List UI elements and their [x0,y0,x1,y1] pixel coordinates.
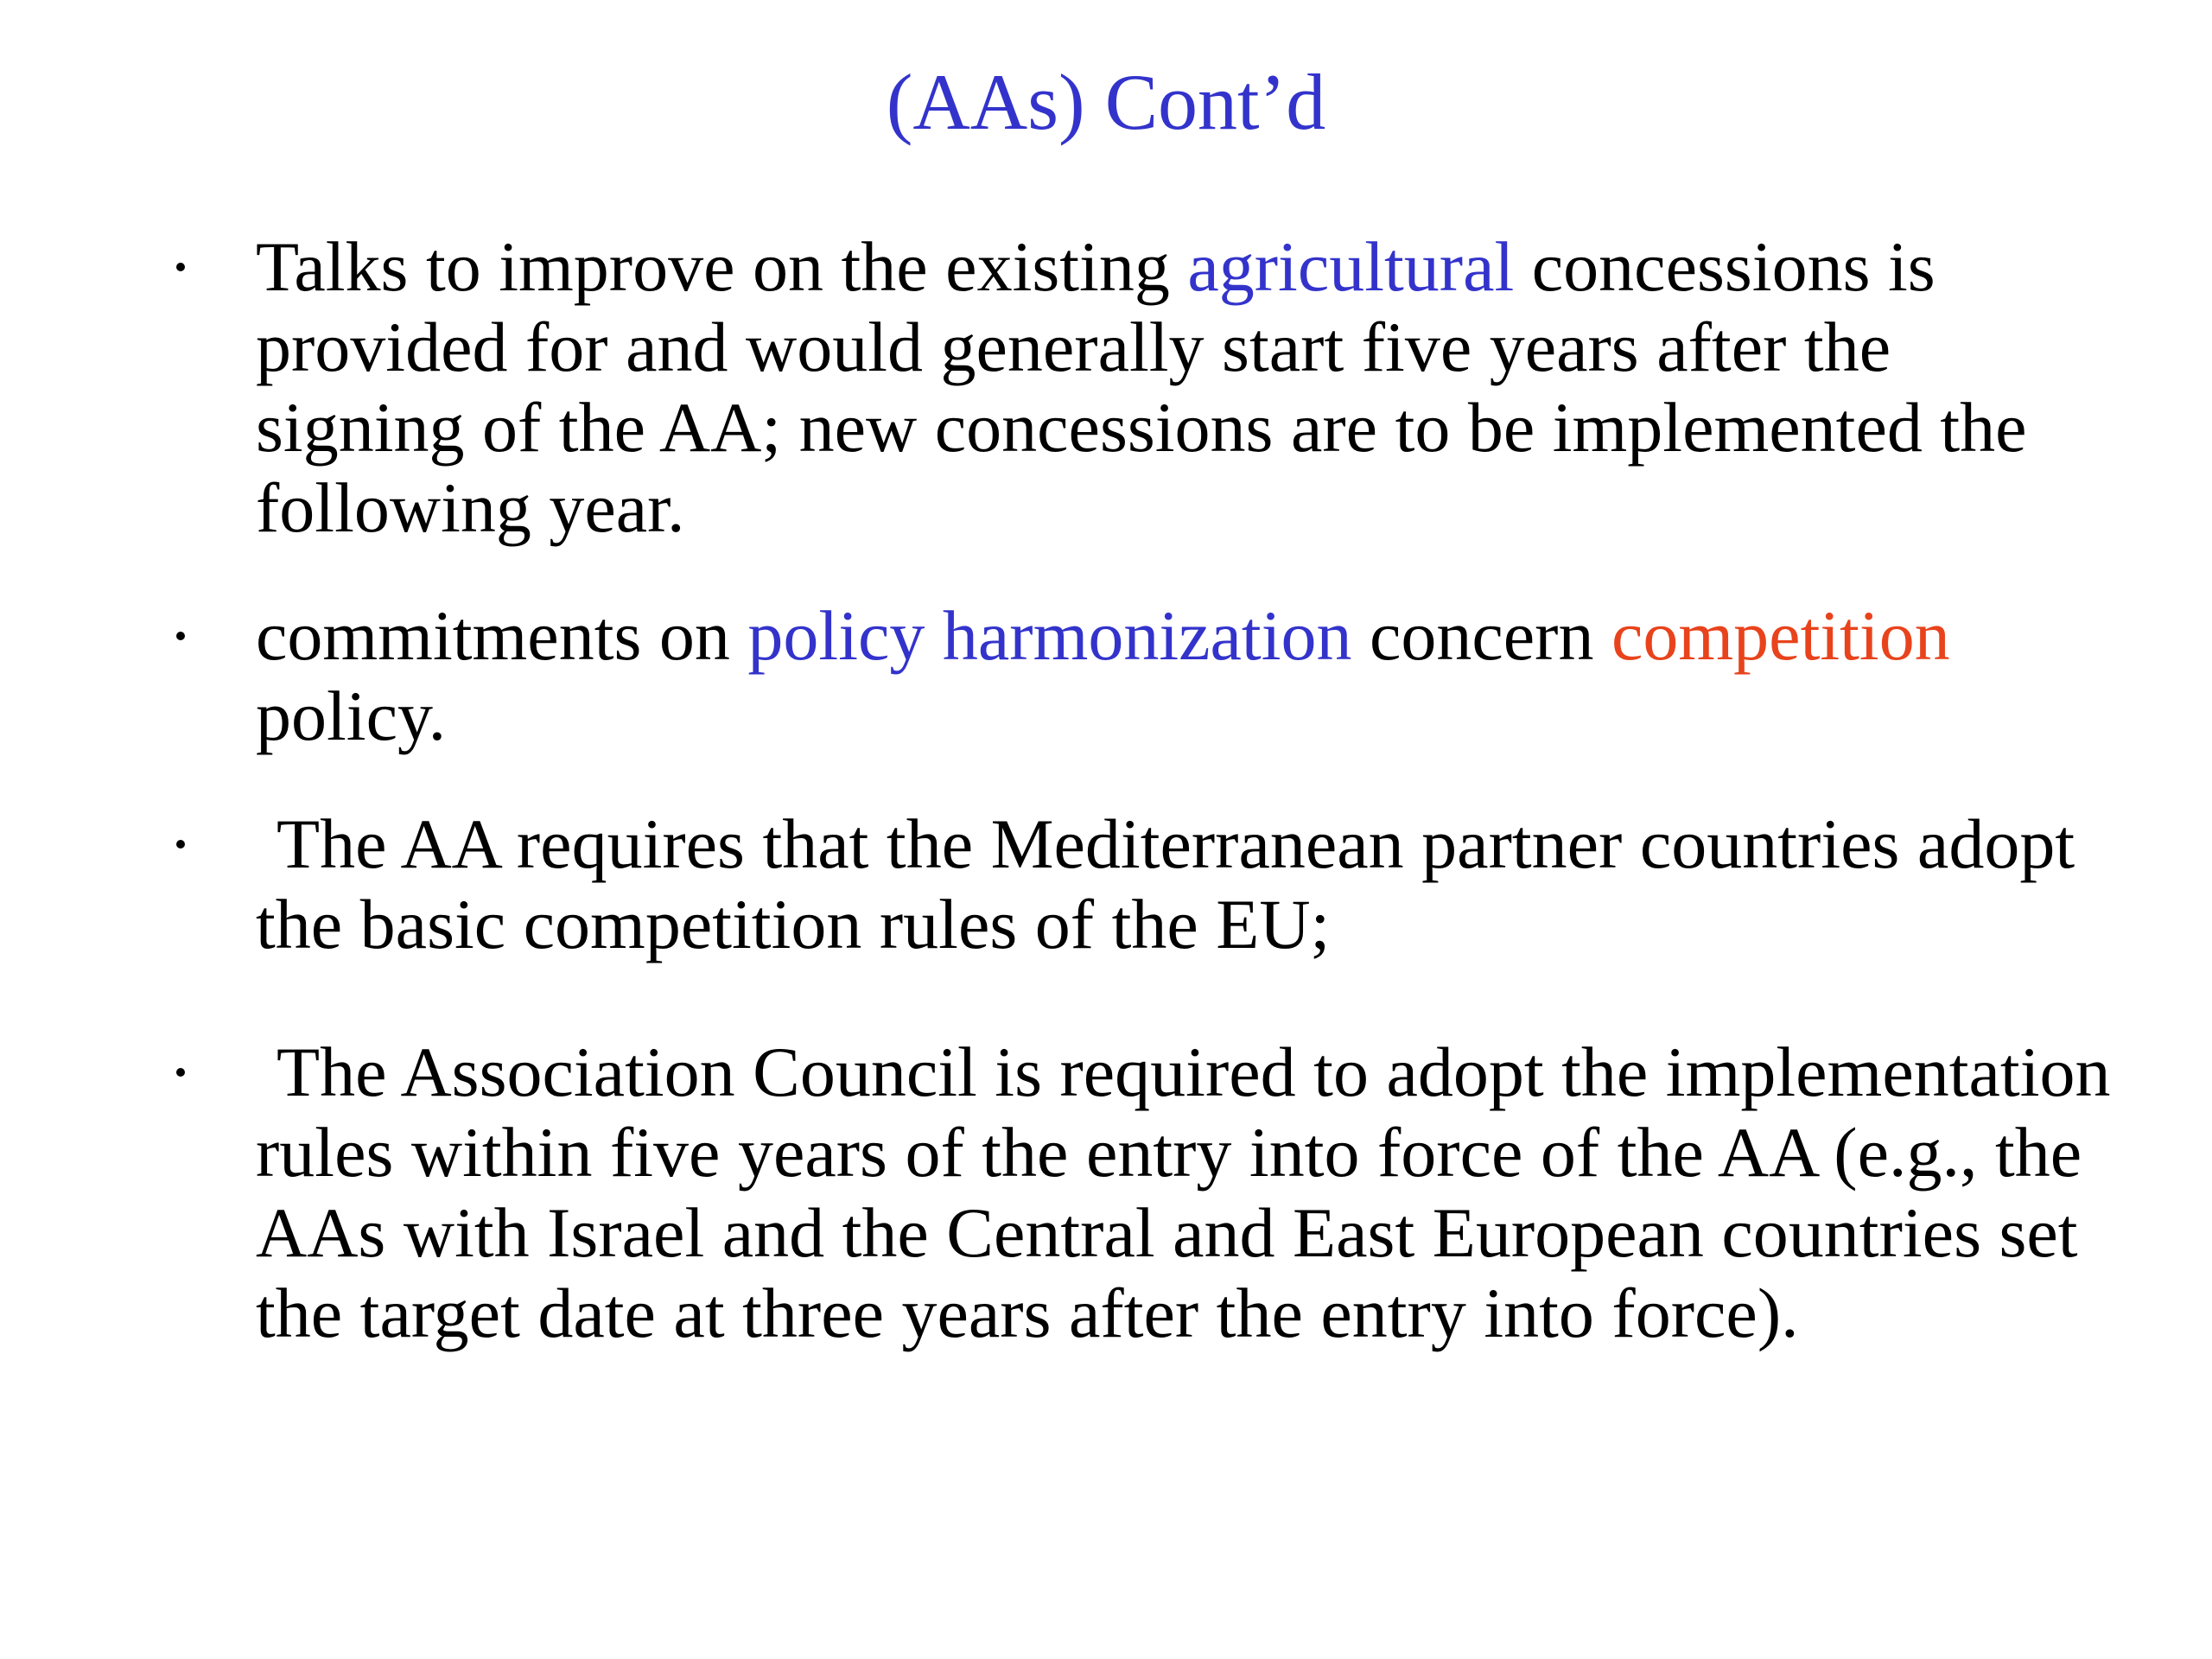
bullet-item-agricultural [164,226,2117,548]
bullet-dot-icon [176,1068,185,1077]
bullet-text: Talks to improve on the existing [256,227,1188,306]
bullet-dot-icon [176,840,185,849]
bullet-text: concern [1351,596,1611,675]
bullet-text: The AA requires that the Mediterranean partner countries adopt the basic competition rules of the EU; [256,804,2075,963]
bullet-dot-icon [176,632,185,640]
highlight-agricultural: agricultural [1187,227,1515,306]
highlight-policy-harmonization: policy harmonization [747,596,1352,675]
bullet-text: concessions is provided for and would generally start five years after the signing of the AA; new concessions are to be implemented the following year. [256,227,2027,547]
bullet-dot-icon [176,263,185,271]
slide-title: (AAs) Cont’d [886,58,1326,146]
bullet-item-competition-rules [164,804,2117,964]
highlight-competition: competition [1611,596,1950,675]
bullet-text: The Association Council is required to adopt the implementation rules within five years of the entry into force of the AA (e.g., the AAs with Israel and the Central and East European countries set the target date at three years after the entry into force). [256,1033,2111,1352]
bullet-list [164,226,2117,1353]
bullet-text: policy. [256,677,447,755]
bullet-item-association-council [164,1032,2117,1353]
bullet-item-policy-harmonization [164,595,2117,756]
bullet-text: commitments on [256,596,748,675]
